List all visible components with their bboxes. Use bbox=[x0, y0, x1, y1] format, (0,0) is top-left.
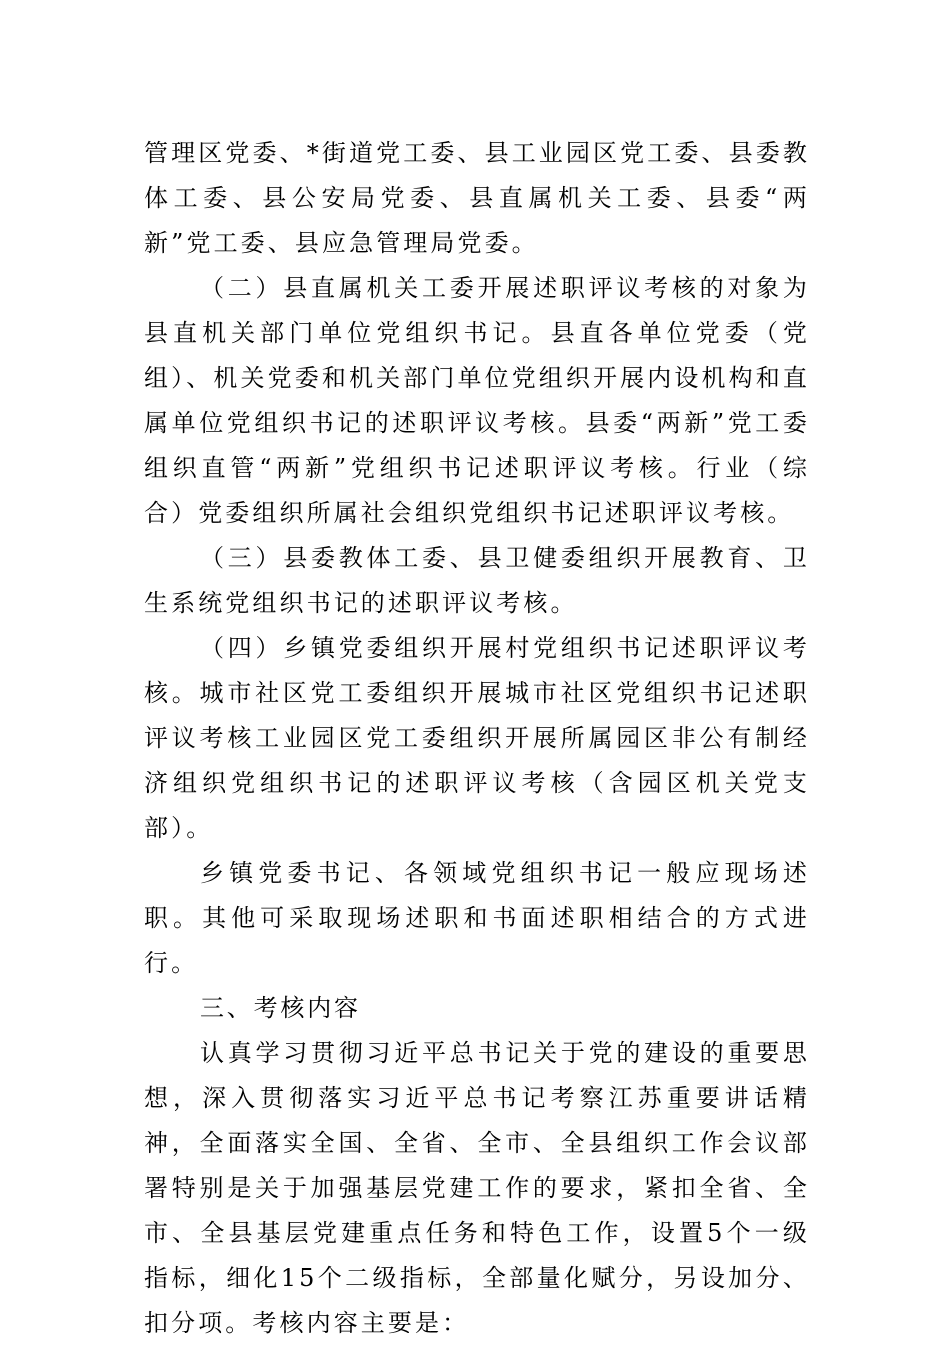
paragraph-continuation: 管理区党委、*街道党工委、县工业园区党工委、县委教体工委、县公安局党委、县直属机关工委、县委“两新”党工委、县应急管理局党委。 bbox=[144, 139, 810, 257]
paragraph-item-3: （三）县委教体工委、县卫健委组织开展教育、卫生系统党组织书记的述职评议考核。 bbox=[144, 544, 810, 617]
section-heading-assessment-content: 三、考核内容 bbox=[200, 994, 361, 1022]
document-body bbox=[144, 131, 810, 1346]
paragraph-item-2: （二）县直属机关工委开展述职评议考核的对象为县直机关部门单位党组织书记。县直各单位党委（党组）、机关党委和机关部门单位党组织开展内设机构和直属单位党组织书记的述职评议考核。县委“两新”党工委组织直管“两新”党组织书记述职评议考核。行业（综合）党委组织所属社会组织党组织书记述职评议考核。 bbox=[144, 274, 810, 527]
paragraph-item-4: （四）乡镇党委组织开展村党组织书记述职评议考核。城市社区党工委组织开展城市社区党组织书记述职评议考核工业园区党工委组织开展所属园区非公有制经济组织党组织书记的述职评议考核（含园区机关党支部）。 bbox=[144, 634, 810, 842]
paragraph-assessment-content: 认真学习贯彻习近平总书记关于党的建设的重要思想，深入贯彻落实习近平总书记考察江苏重要讲话精神，全面落实全国、全省、全市、全县组织工作会议部署特别是关于加强基层党建工作的要求，紧扣全省、全市、全县基层党建重点任务和特色工作，设置5个一级指标，细化15个二级指标，全部量化赋分，另设加分、扣分项。考核内容主要是： bbox=[144, 1039, 810, 1337]
paragraph-onsite-report: 乡镇党委书记、各领域党组织书记一般应现场述职。其他可采取现场述职和书面述职相结合的方式进行。 bbox=[144, 859, 810, 977]
